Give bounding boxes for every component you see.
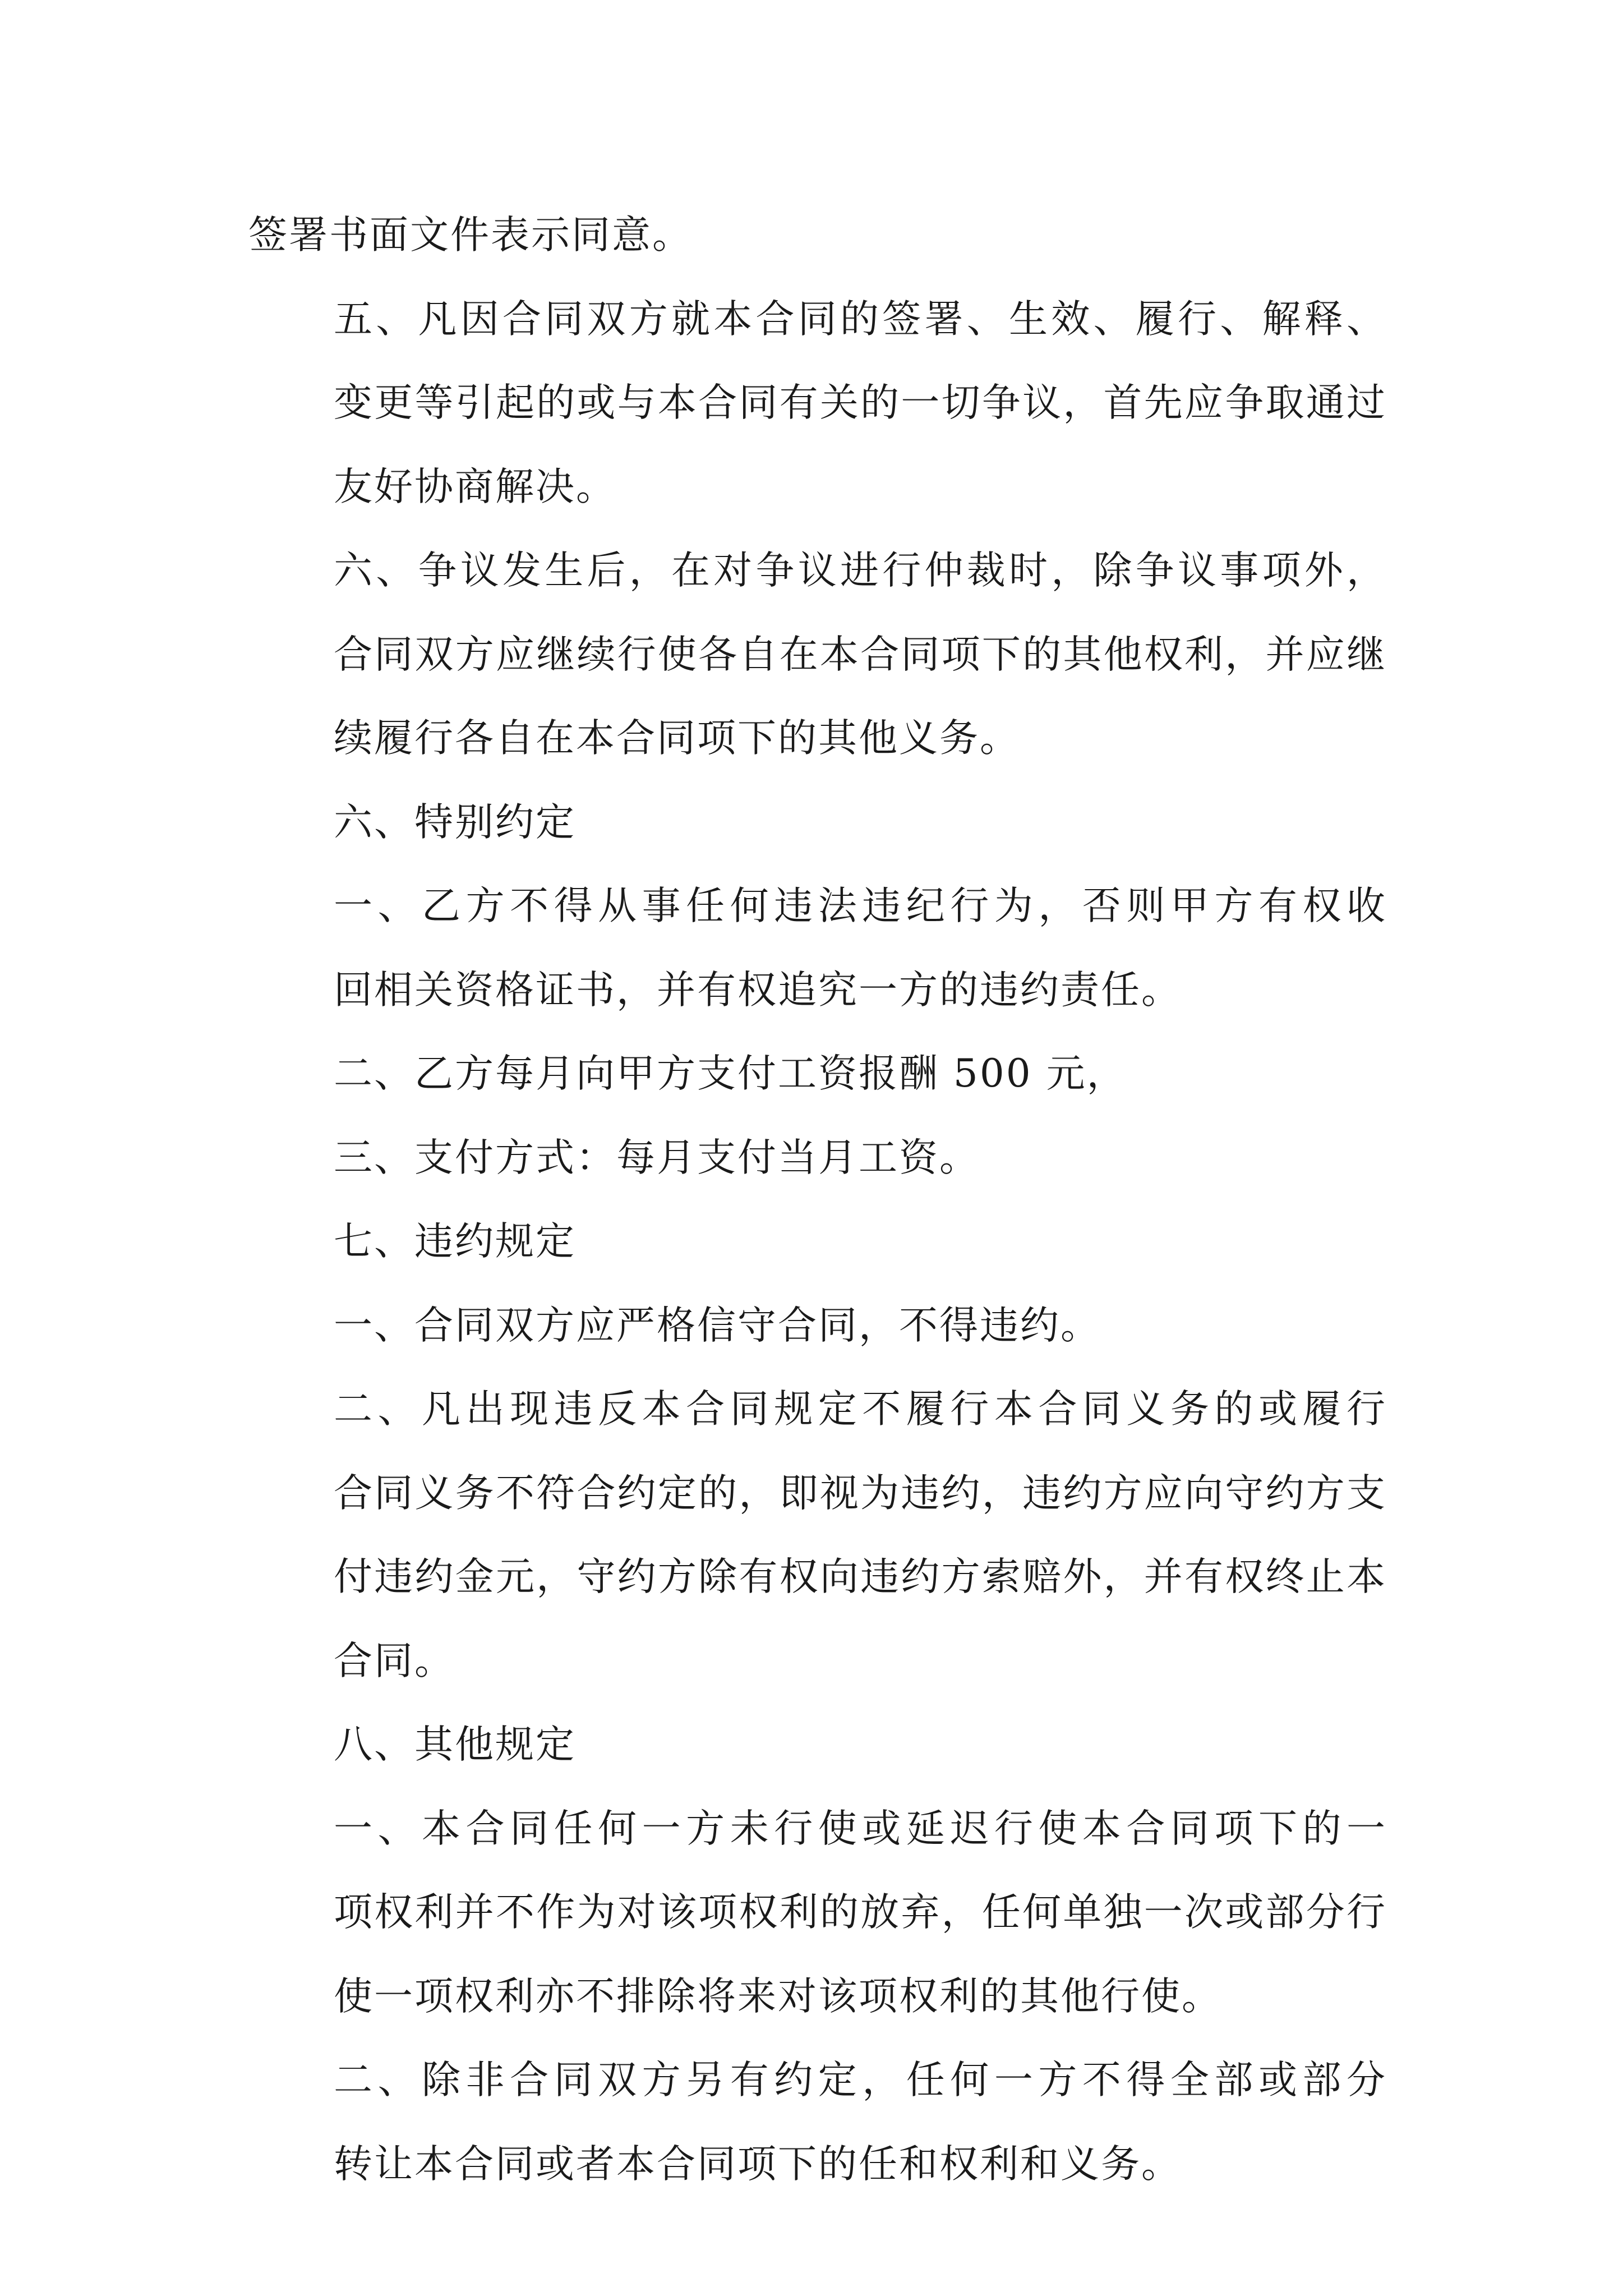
text-line: 合同双方应继续行使各自在本合同项下的其他权利，并应继 [334,632,1387,677]
text-line: 友好协商解决。 [334,464,616,509]
text-line: 二、乙方每月向甲方支付工资报酬 500 元， [334,1051,1127,1096]
paragraph [248,278,1387,530]
text-line: 付违约金元，守约方除有权向违约方索赔外，并有权终止本 [334,1554,1387,1599]
text-line: 合同。 [334,1638,455,1683]
text-line: 二、除非合同双方另有约定，任何一方不得全部或部分 [334,2058,1387,2102]
text-line: 签署书面文件表示同意。 [248,213,693,257]
text-line: 六、争议发生后，在对争议进行仲裁时，除争议事项外， [334,548,1387,593]
text-line: 五、凡因合同双方就本合同的签署、生效、履行、解释、 [334,296,1387,342]
paragraph [248,864,1387,1032]
section-heading [248,1200,1387,1284]
text-line: 六、特别约定 [334,799,576,845]
paragraph [248,1116,1387,1200]
paragraph [248,529,1387,781]
paragraph [248,1787,1387,2039]
paragraph [248,1032,1387,1116]
section-heading [248,781,1387,865]
document-body [248,194,1387,2206]
text-line: 合同义务不符合约定的，即视为违约，违约方应向守约方支 [334,1470,1387,1516]
paragraph [248,1368,1387,1703]
text-line: 三、支付方式：每月支付当月工资。 [334,1135,980,1180]
paragraph [248,2039,1387,2206]
text-line: 一、乙方不得从事任何违法违纪行为，否则甲方有权收 [334,884,1387,928]
text-line: 一、合同双方应严格信守合同，不得违约。 [334,1303,1101,1348]
text-line: 使一项权利亦不排除将来对该项权利的其他行使。 [334,1973,1222,2019]
text-line: 回相关资格证书，并有权追究一方的违约责任。 [334,967,1182,1013]
section-heading [248,1703,1387,1787]
text-line: 变更等引起的或与本合同有关的一切争议，首先应争取通过 [334,380,1387,425]
text-line: 七、违约规定 [334,1219,576,1264]
text-line: 项权利并不作为对该项权利的放弃，任何单独一次或部分行 [334,1890,1387,1935]
paragraph [248,1284,1387,1368]
text-line: 转让本合同或者本合同项下的任和权利和义务。 [334,2141,1182,2187]
text-line: 续履行各自在本合同项下的其他义务。 [334,716,1020,761]
text-line: 二、凡出现违反本合同规定不履行本合同义务的或履行 [334,1387,1387,1432]
text-line: 八、其他规定 [334,1722,576,1767]
paragraph [248,194,1387,278]
text-line: 一、本合同任何一方未行使或延迟行使本合同项下的一 [334,1806,1387,1851]
